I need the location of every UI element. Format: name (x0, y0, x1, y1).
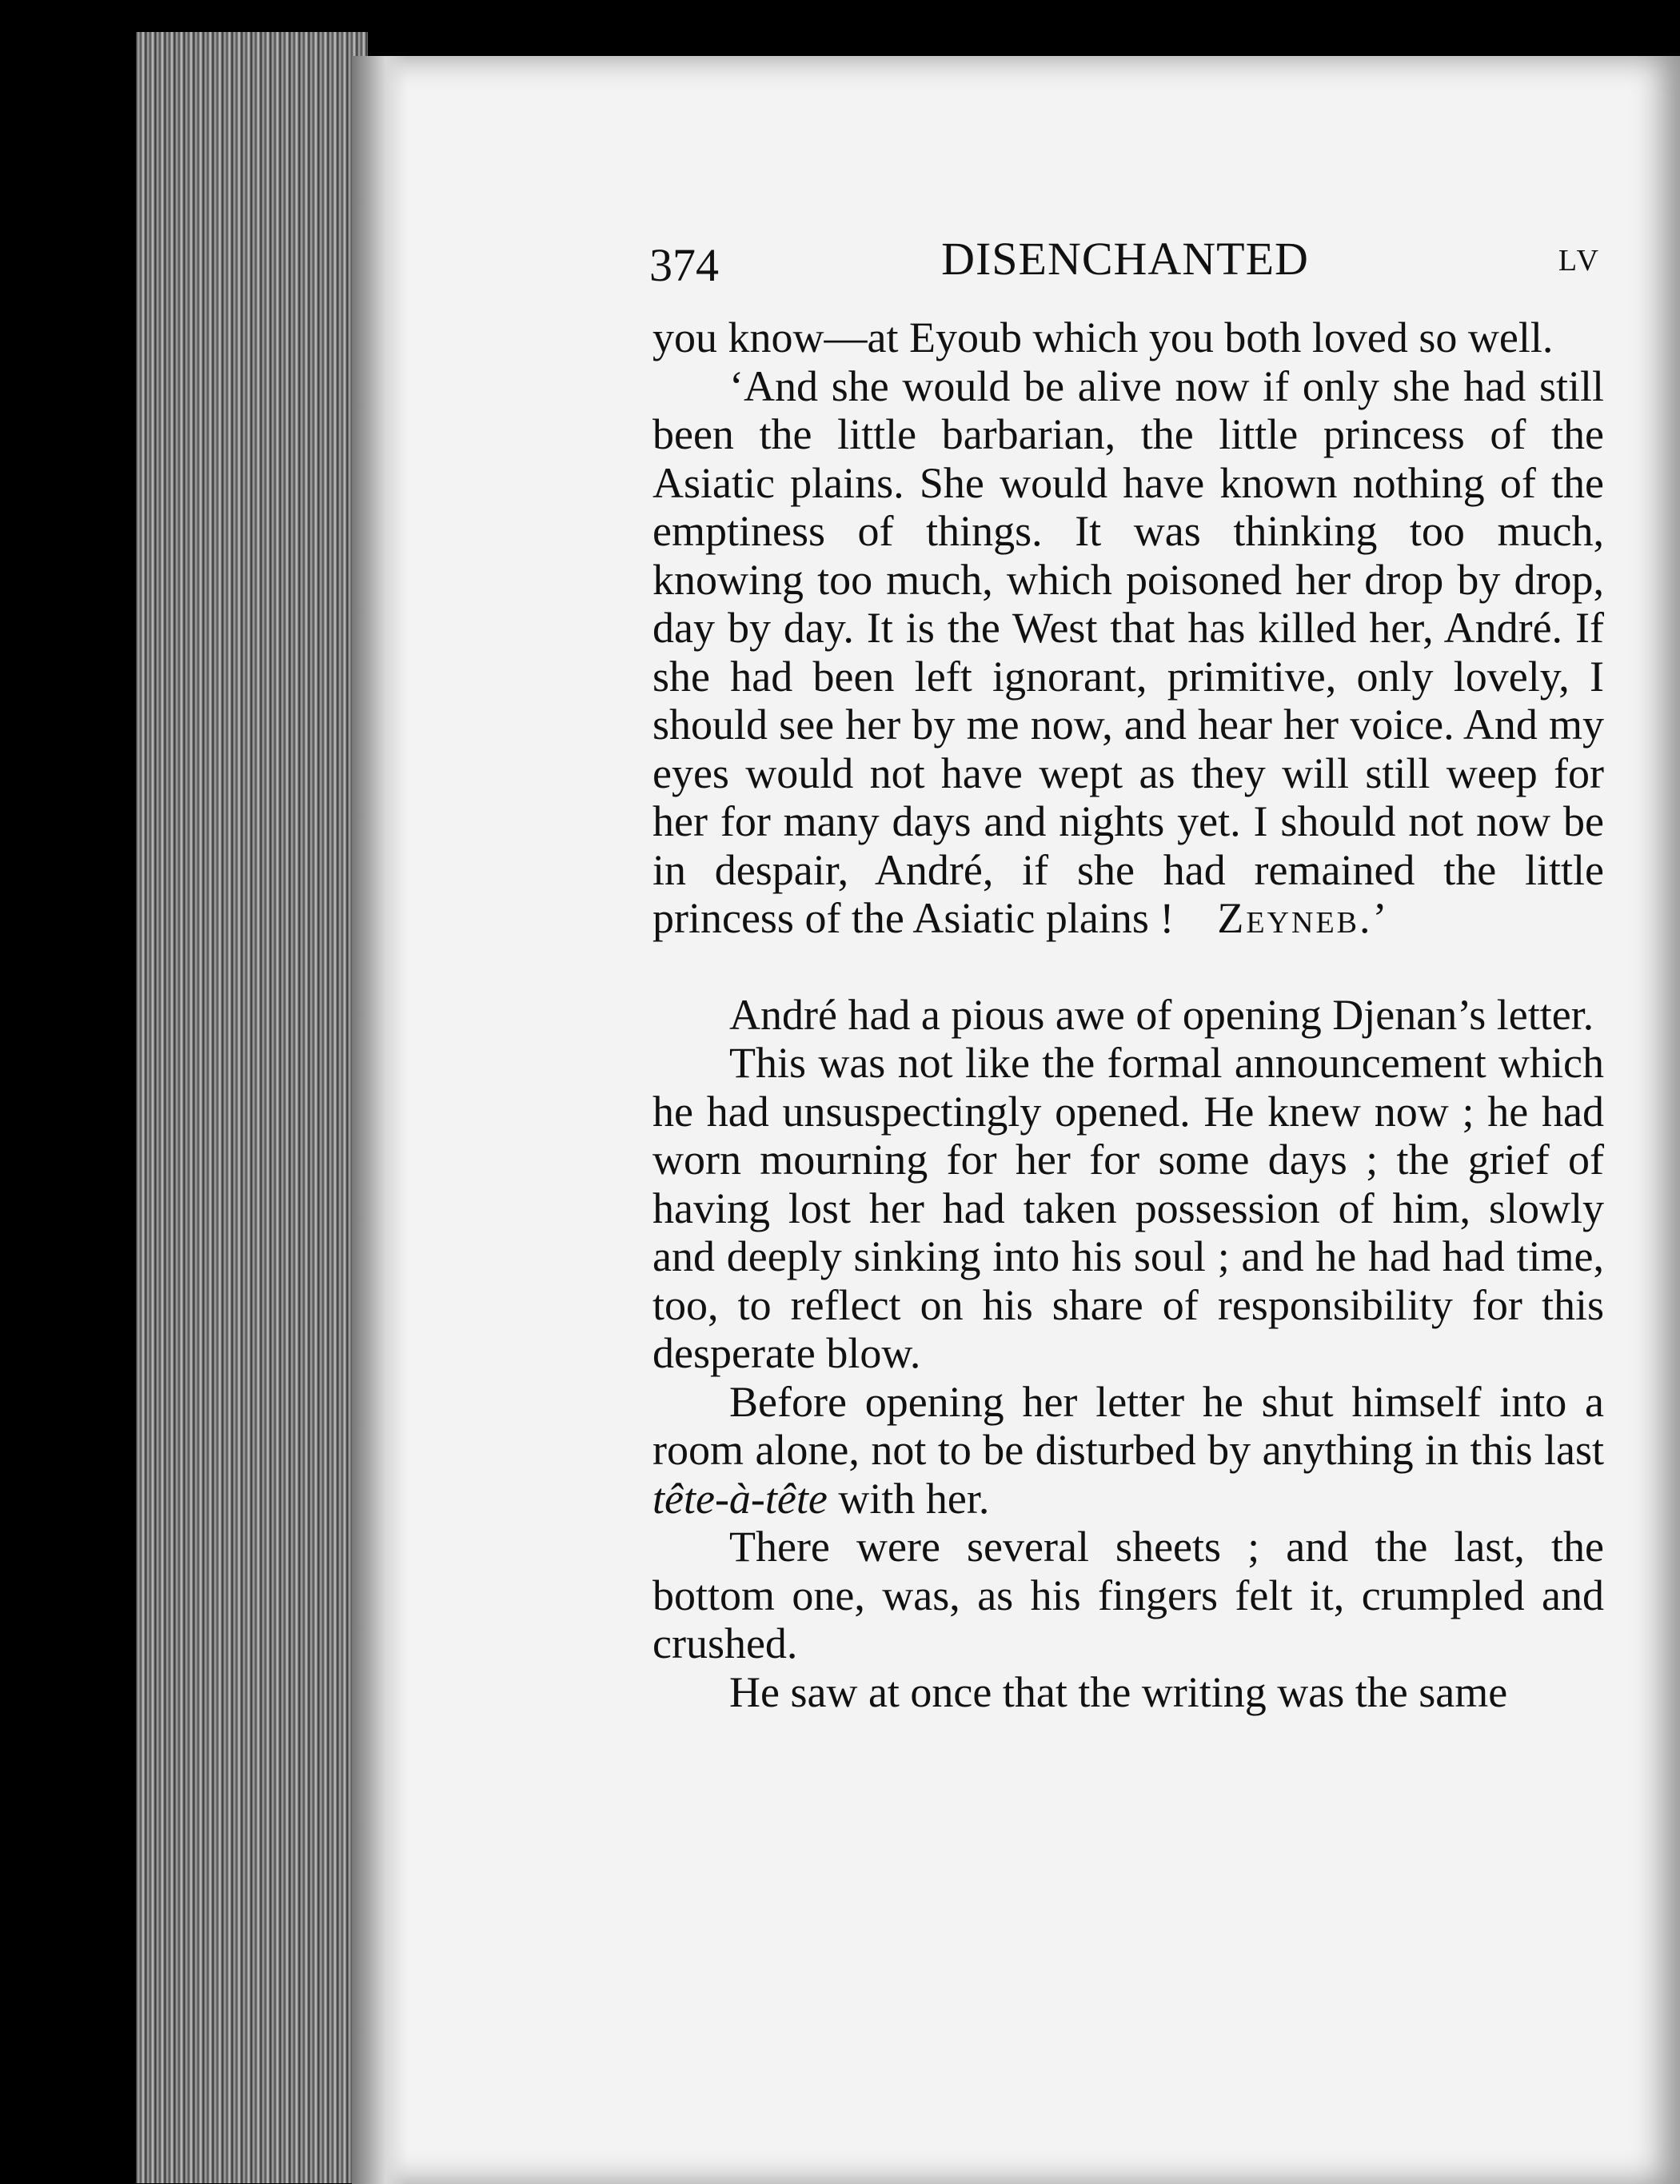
italic-phrase: tête-à-tête (652, 1474, 828, 1523)
book-gutter (352, 56, 408, 2184)
paragraph: He saw at once that the writing was the same (729, 1667, 1508, 1716)
paragraph: you know—at Eyoub which you both loved so well. (652, 313, 1554, 361)
paragraph-letter-zeyneb (652, 362, 1604, 943)
page-number: 374 (649, 239, 719, 291)
paragraph-text: Before opening her letter he shut himself into a room alone, not to be disturbed by anything in this last (652, 1377, 1604, 1474)
letter-text: ‘And she would be alive now if only she had still been the little barbarian, the little princess of the Asiatic plains. She would have known nothing of the emptiness of things. It was thinking too much, knowing too much, which poisoned her drop by drop, day by day. It is the West that has killed her, André. If she had been left ignorant, primitive, only lovely, I should see her by me now, and hear her voice. And my eyes would not have wept as they will still weep for her for many days and nights yet. I should not now be in despair, André, if she had remained the little princess of the Asiatic plains ! (652, 361, 1604, 942)
chapter-number: LV (1558, 244, 1601, 277)
running-title: DISENCHANTED (941, 233, 1309, 285)
signature: Zeyneb.’ (1217, 894, 1390, 942)
running-header (649, 232, 1601, 296)
body-text (652, 313, 1604, 1716)
paragraph (652, 1378, 1604, 1523)
paragraph: There were several sheets ; and the last, the bottom one, was, as his fingers felt it, crumpled and crushed. (652, 1523, 1604, 1667)
paragraph: André had a pious awe of opening Djenan’s letter. (729, 990, 1594, 1039)
paragraph-text: with her. (838, 1474, 990, 1523)
paragraph: This was not like the formal announcement which he had unsuspectingly opened. He knew now ; he had worn mourning for her for some days ; the grief of having lost her had taken possession of him, slowly and deeply sinking into his soul ; and he had had time, too, to reflect on his share of responsibility for this desperate blow. (652, 1039, 1604, 1377)
book-page-edges (136, 32, 368, 2183)
